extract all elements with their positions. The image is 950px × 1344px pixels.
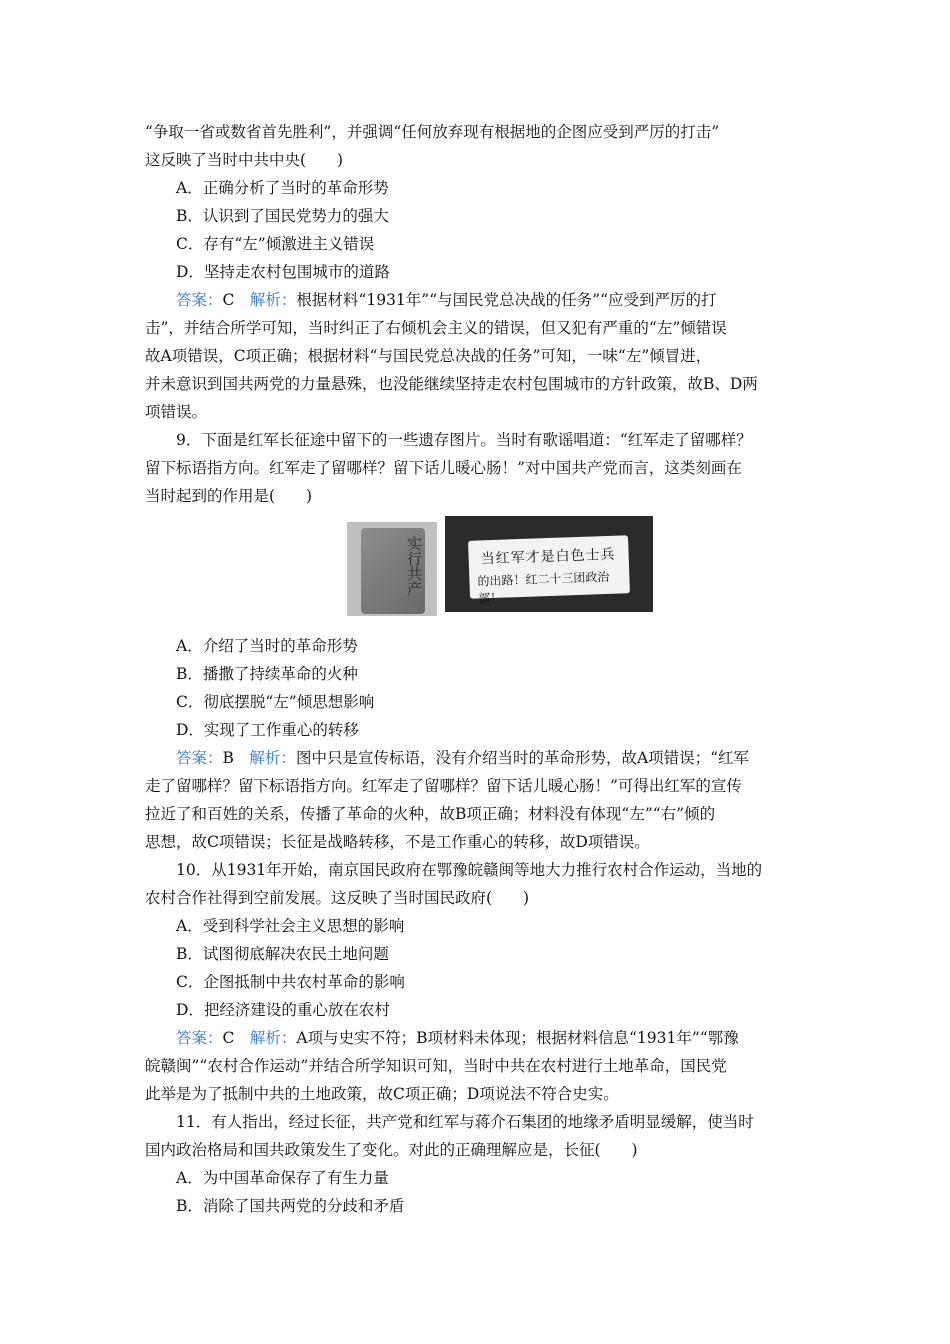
q9-answer-line bbox=[145, 744, 810, 772]
q9-option-b: B．播撒了持续革命的火种 bbox=[176, 665, 358, 683]
slogan-tablet-image bbox=[445, 516, 653, 612]
q10-stem-line2: 农村合作社得到空前发展。这反映了当时国民政府( ) bbox=[145, 889, 530, 907]
analysis-text: A项与史实不符；B项材料未体现；根据材料信息“1931年”“鄂豫 bbox=[296, 1029, 739, 1047]
q8-option-b: B．认识到了国民党势力的强大 bbox=[176, 207, 389, 225]
analysis-label: 解析： bbox=[249, 1029, 297, 1047]
answer-value: C bbox=[222, 291, 235, 309]
q11-stem-line2: 国内政治格局和国共政策发生了变化。对此的正确理解应是，长征( ) bbox=[145, 1141, 638, 1159]
analysis-text: 图中只是宣传标语，没有介绍当时的革命形势，故A项错误；“红军 bbox=[295, 749, 750, 767]
q9-analysis-line3: 拉近了和百姓的关系，传播了革命的火种，故B项正确；材料没有体现“左”“右”倾的 bbox=[145, 805, 716, 823]
q11-option-a: A．为中国革命保存了有生力量 bbox=[176, 1169, 389, 1187]
q8-analysis-line2: 击”，并结合所学可知，当时纠正了右倾机会主义的错误，但又犯有严重的“左”倾错误 bbox=[145, 319, 727, 337]
q10-option-d: D．把经济建设的重心放在农村 bbox=[176, 1001, 390, 1019]
q8-option-a: A．正确分析了当时的革命形势 bbox=[176, 179, 389, 197]
q10-analysis-line2: 皖赣闽”“农村合作运动”并结合所学知识可知，当时中共在农村进行土地革命，国民党 bbox=[145, 1057, 727, 1075]
slogan-row2: 的出路！红二十三团政治部！ bbox=[477, 569, 610, 606]
q10-analysis-line3: 此举是为了抵制中共的土地政策，故C项正确；D项说法不符合史实。 bbox=[145, 1085, 619, 1103]
q10-option-b: B．试图彻底解决农民土地问题 bbox=[176, 945, 389, 963]
q8-stem-line1: “争取一省或数省首先胜利”，并强调“任何放弃现有根据地的企图应受到严厉的打击” bbox=[145, 123, 720, 141]
stone-carving-text: 实行共产 bbox=[405, 536, 423, 596]
q8-analysis-line4: 并未意识到国共两党的力量悬殊，也没能继续坚持走农村包围城市的方针政策，故B、D两 bbox=[145, 375, 758, 393]
q10-stem-line1: 10．从1931年开始，南京国民政府在鄂豫皖赣闽等地大力推行农村合作运动，当地的 bbox=[176, 861, 763, 879]
q8-analysis-line3: 故A项错误，C项正确；根据材料“与国民党总决战的任务”可知，一味“左”倾冒进， bbox=[145, 347, 712, 365]
q11-option-b: B．消除了国共两党的分歧和矛盾 bbox=[176, 1197, 405, 1215]
q9-stem-line3: 当时起到的作用是( ) bbox=[145, 487, 313, 505]
q8-answer-line bbox=[145, 286, 810, 314]
slogan-row1: 当红军才是白色士兵 bbox=[480, 546, 616, 568]
q9-analysis-line4: 思想，故C项错误；长征是战略转移，不是工作重心的转移，故D项错误。 bbox=[145, 833, 650, 851]
q9-analysis-line2: 走了留哪样？留下标语指方向。红军走了留哪样？留下话儿暖心肠！”可得出红军的宣传 bbox=[145, 777, 742, 795]
q10-option-c: C．企图抵制中共农村革命的影响 bbox=[176, 973, 405, 991]
q8-stem-line2: 这反映了当时中共中央( ) bbox=[145, 151, 344, 169]
q8-analysis-line5: 项错误。 bbox=[145, 403, 208, 421]
q8-option-c: C．存有“左”倾激进主义错误 bbox=[176, 235, 375, 253]
q9-stem-line1: 9．下面是红军长征途中留下的一些遗存图片。当时有歌谣唱道：“红军走了留哪样？ bbox=[176, 431, 752, 449]
answer-label: 答案： bbox=[176, 291, 223, 309]
analysis-label: 解析： bbox=[249, 291, 297, 309]
q9-figure bbox=[145, 516, 810, 630]
q9-option-a: A．介绍了当时的革命形势 bbox=[176, 637, 358, 655]
q9-stem-line2: 留下标语指方向。红军走了留哪样？留下话儿暖心肠！”对中国共产党而言，这类刻画在 bbox=[145, 459, 742, 477]
document-page bbox=[145, 118, 810, 1220]
slogan-panel bbox=[468, 535, 630, 606]
q9-option-c: C．彻底摆脱“左”倾思想影响 bbox=[176, 693, 375, 711]
q10-option-a: A．受到科学社会主义思想的影响 bbox=[176, 917, 405, 935]
answer-value: C bbox=[222, 1029, 235, 1047]
analysis-text: 根据材料“1931年”“与国民党总决战的任务”“应受到严厉的打 bbox=[296, 291, 717, 309]
answer-value: B bbox=[222, 749, 234, 767]
answer-label: 答案： bbox=[176, 1029, 223, 1047]
q8-option-d: D．坚持走农村包围城市的道路 bbox=[176, 263, 390, 281]
q11-stem-line1: 11．有人指出，经过长征，共产党和红军与蒋介石集团的地缘矛盾明显缓解，使当时 bbox=[176, 1113, 754, 1131]
q9-option-d: D．实现了工作重心的转移 bbox=[176, 721, 359, 739]
q10-answer-line bbox=[145, 1024, 810, 1052]
answer-label: 答案： bbox=[176, 749, 223, 767]
analysis-label: 解析： bbox=[249, 749, 296, 767]
stone-carving-image bbox=[347, 522, 437, 616]
